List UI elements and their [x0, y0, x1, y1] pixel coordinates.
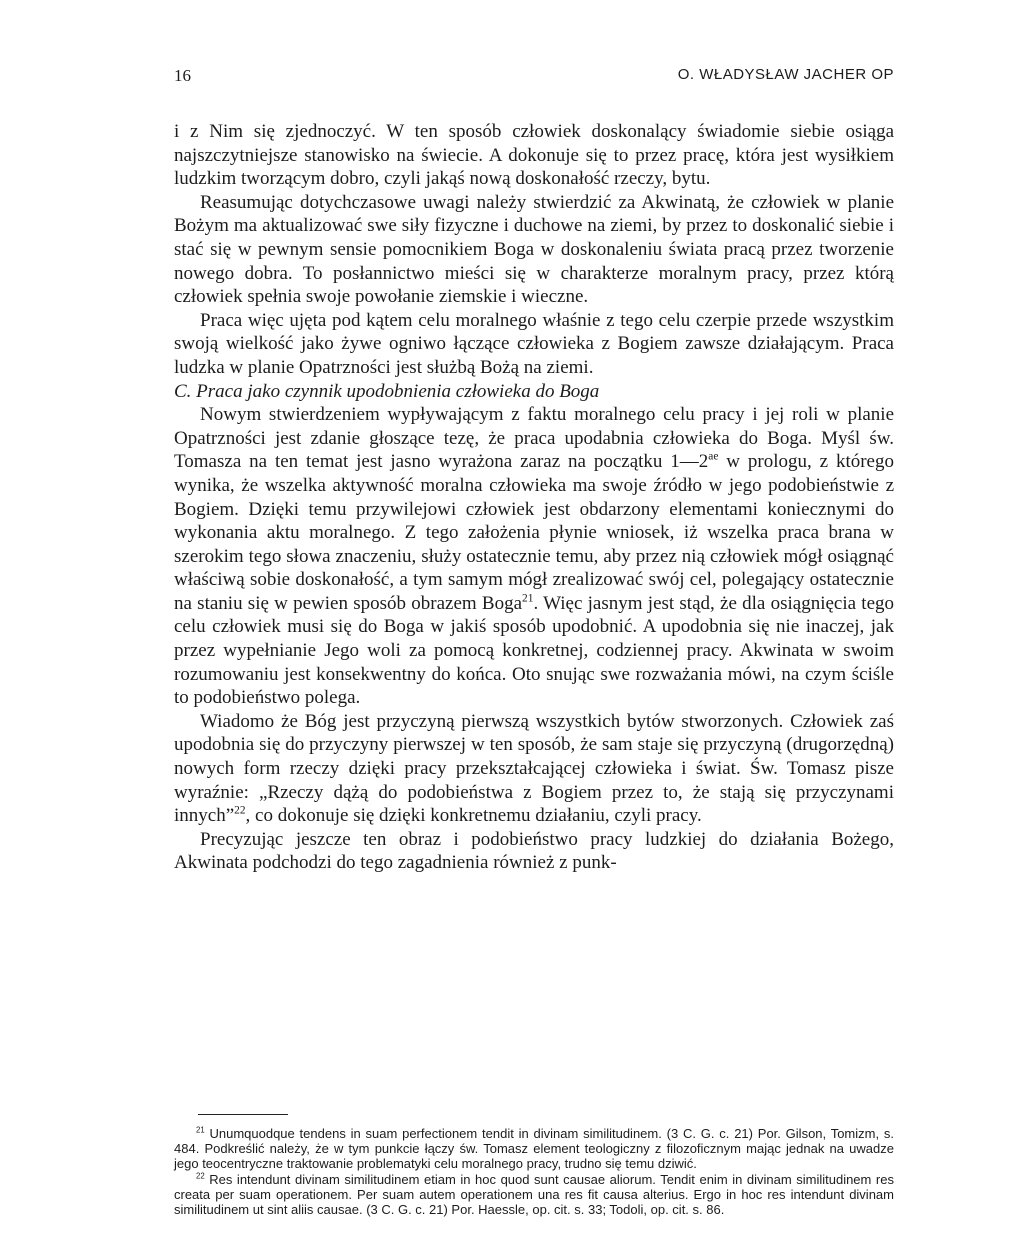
footnote-ref: 21	[522, 592, 534, 605]
page-number: 16	[174, 66, 191, 85]
body-text	[174, 120, 894, 875]
paragraph: i z Nim się zjednoczyć. W ten sposób człowiek doskonalący świadomie siebie osiąga najszczytniejsze stanowisko na świecie. A dokonuje się to przez pracę, która jest wysiłkiem ludzkim tworzącym dobro, czyli jakąś nową doskonałość rzeczy, bytu.	[174, 121, 894, 190]
footnote-number: 21	[196, 1125, 205, 1135]
footnote-number: 22	[196, 1171, 205, 1181]
footnote-ref: 22	[234, 804, 246, 817]
paragraph: Precyzując jeszcze ten obraz i podobieństwo pracy ludzkiej do działania Bożego, Akwinata podchodzi do tego zagadnienia również z punk-	[174, 828, 894, 874]
footnote	[174, 1172, 894, 1218]
footnote-text: Res intendunt divinam similitudinem etiam in hoc quod sunt causae aliorum. Tendit enim in divinam similitudinem res creata per suam operationem. Per suam autem operationem una res fit causa alterius. Ergo in hoc res intendunt divinam similitudinem ut sint aliis causae. (3 C. G. c. 21) Por. Haessle, op. cit. s. 33; Todoli, op. cit. s. 86.	[174, 1171, 894, 1218]
footnote-text: Unumquodque tendens in suam perfectionem tendit in divinam similitudinem. (3 C. G. c. 21) Por. Gilson, Tomizm, s. 484. Podkreślić należy, że w tym punkcie łączy św. Tomasz element teologiczny z filozoficznym mając jednak na uwadze jego teocentryczne traktowanie problematyki celu moralnego pracy, trudno się temu dziwić.	[174, 1126, 894, 1172]
running-title: O. WŁADYSŁAW JACHER OP	[677, 66, 894, 83]
footnote	[174, 1126, 894, 1172]
paragraph-text: Nowym stwierdzeniem wypływającym z faktu moralnego celu pracy i jej roli w planie Opatrzności jest zdanie głoszące tezę, że praca upodabnia człowieka do Boga. Myśl św. Tomasza na ten temat jest jasno wyrażona zaraz na początku 1—2	[174, 404, 894, 473]
superscript: ae	[708, 450, 719, 463]
paragraph-text: . Więc jasnym jest stąd, że dla osiągnięcia tego celu człowiek musi się do Boga w jakiś sposób upodobnić. A upodobnia się nie inaczej, jak przez wypełnianie Jego woli za pomocą konkretnej, codziennej pracy. Akwinata w swoim rozumowaniu jest konsekwentny do końca. Oto snując swe rozważania mówi, na czym ściśle to podobieństwo polega.	[174, 592, 895, 709]
paragraph-text: w prologu, z którego wynika, że wszelka aktywność moralna człowieka ma swoje źródło w jego podobieństwie z Bogiem. Dzięki temu przywilejowi człowiek jest obdarzony elementami koniecznymi do wykonania aktu moralnego. Z tego założenia płynie wniosek, iż wszelka praca brana w szerokim tego słowa znaczeniu, służy ostatecznie temu, aby przez nią człowiek mógł osiągnąć właściwą sobie doskonałość, a tym samym mógł zrealizować swój cel, polegający ostatecznie na staniu się w pewien sposób obrazem Boga	[174, 451, 894, 614]
section-heading: C. Praca jako czynnik upodobnienia człowieka do Boga	[174, 380, 600, 402]
footnote-divider	[198, 1114, 288, 1115]
paragraph-text: , co dokonuje się dzięki konkretnemu działaniu, czyli pracy.	[245, 805, 702, 827]
paragraph	[174, 403, 894, 710]
paragraph: Praca więc ujęta pod kątem celu moralnego właśnie z tego celu czerpie przede wszystkim swoją wielkość jako żywe ogniwo łączące człowieka z Bogiem zawsze działającym. Praca ludzka w planie Opatrzności jest służbą Bożą na ziemi.	[174, 309, 894, 378]
paragraph	[174, 710, 894, 828]
footnotes	[174, 1126, 894, 1217]
paragraph-text: Wiadomo że Bóg jest przyczyną pierwszą wszystkich bytów stworzonych. Człowiek zaś upodobnia się do przyczyny pierwszej w ten sposób, że sam staje się przyczyną (drugorzędną) nowych form rzeczy dzięki pracy przekształcającej człowieka i świat. Św. Tomasz pisze wyraźnie: „Rzeczy dążą do podobieństwa z Bogiem przez to, że stają się przyczynami innych”	[174, 710, 894, 827]
paragraph: Reasumując dotychczasowe uwagi należy stwierdzić za Akwinatą, że człowiek w planie Bożym ma aktualizować swe siły fizyczne i duchowe na ziemi, by przez to doskonalić siebie i stać się w pewnym sensie pomocnikiem Boga w doskonaleniu świata pracą przez tworzenie nowego dobra. To posłannictwo mieści się w charakterze moralnym pracy, przez którą człowiek spełnia swoje powołanie ziemskie i wieczne.	[174, 191, 894, 308]
